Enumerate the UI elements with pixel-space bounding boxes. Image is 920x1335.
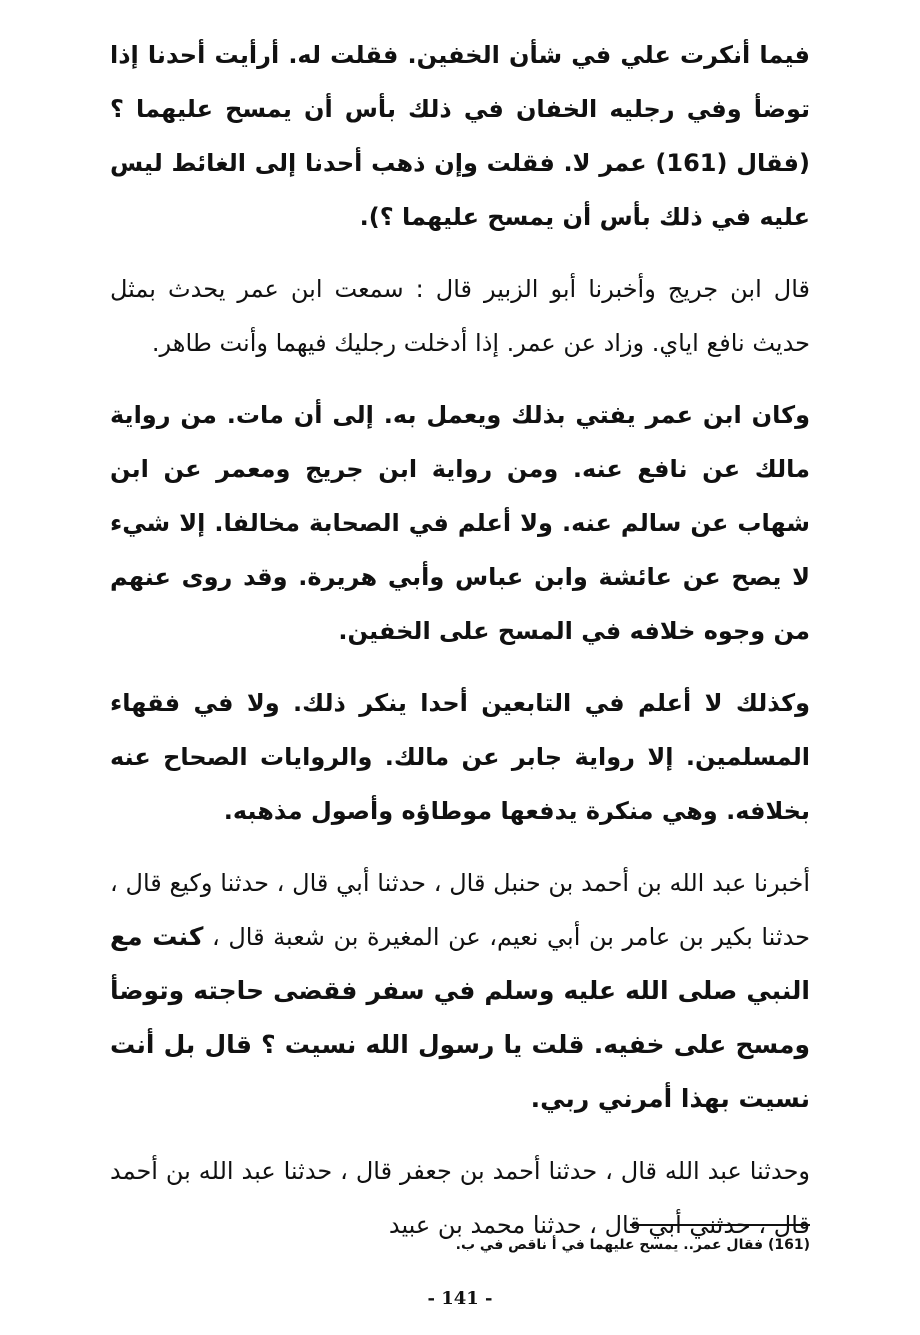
paragraph-tabiin: وكذلك لا أعلم في التابعين أحدا ينكر ذلك. ولا في فقهاء المسلمين. إلا رواية جابر عن مالك. والروايات الصحاح عنه بخلافه. وهي منكرة يدفعها موطاؤه وأصول مذهبه. — [110, 689, 810, 825]
book-page — [110, 28, 810, 1328]
footnote: (161) فقال عمر.. يمسح عليهما في أ ناقص في ب. — [455, 1237, 810, 1253]
paragraph-last: وحدثنا عبد الله قال ، حدثنا أحمد بن جعفر قال ، حدثنا عبد الله بن أحمد قال ، حدثني أبي قال ، حدثنا محمد بن عبيد — [110, 1157, 810, 1239]
hadith-matn: كنت مع النبي صلى الله عليه وسلم في سفر فقضى حاجته وتوضأ ومسح على خفيه. قلت يا رسول الله نسيت ؟ قال بل أنت نسيت بهذا أمرني ربي. — [110, 922, 810, 1113]
paragraph-ibn-jurayj: قال ابن جريج وأخبرنا أبو الزبير قال : سمعت ابن عمر يحدث بمثل حديث نافع اياي. وزاد عن عمر. إذا أدخلت رجليك فيهما وأنت طاهر. — [110, 275, 810, 357]
paragraph-khuffain-question: فيما أنكرت علي في شأن الخفين. فقلت له. أرأيت أحدنا إذا توضأ وفي رجليه الخفان في ذلك بأس أن يمسح عليهما ؟ (فقال (161) عمر لا. فقلت وإن ذهب أحدنا إلى الغائط ليس عليه في ذلك بأس أن يمسح عليهما ؟). — [110, 41, 810, 231]
paragraph-ibn-umar: وكان ابن عمر يفتي بذلك ويعمل به. إلى أن مات. من رواية مالك عن نافع عنه. ومن رواية ابن جريج ومعمر عن ابن شهاب عن سالم عنه. ولا أعلم في الصحابة مخالفا. إلا شيء لا يصح عن عائشة وابن عباس وأبي هريرة. وقد روى عنهم من وجوه خلافه في المسح على الخفين. — [110, 401, 810, 645]
hadith-isnad: أخبرنا عبد الله بن أحمد بن حنبل قال ، حدثنا أبي قال ، حدثنا وكيع قال ، حدثنا بكير بن عامر بن أبي نعيم، عن المغيرة بن شعبة قال ، — [110, 869, 810, 951]
page-number: - 141 - — [427, 1288, 493, 1309]
paragraph-hadith — [110, 856, 810, 1126]
footnote-divider — [630, 1224, 810, 1226]
